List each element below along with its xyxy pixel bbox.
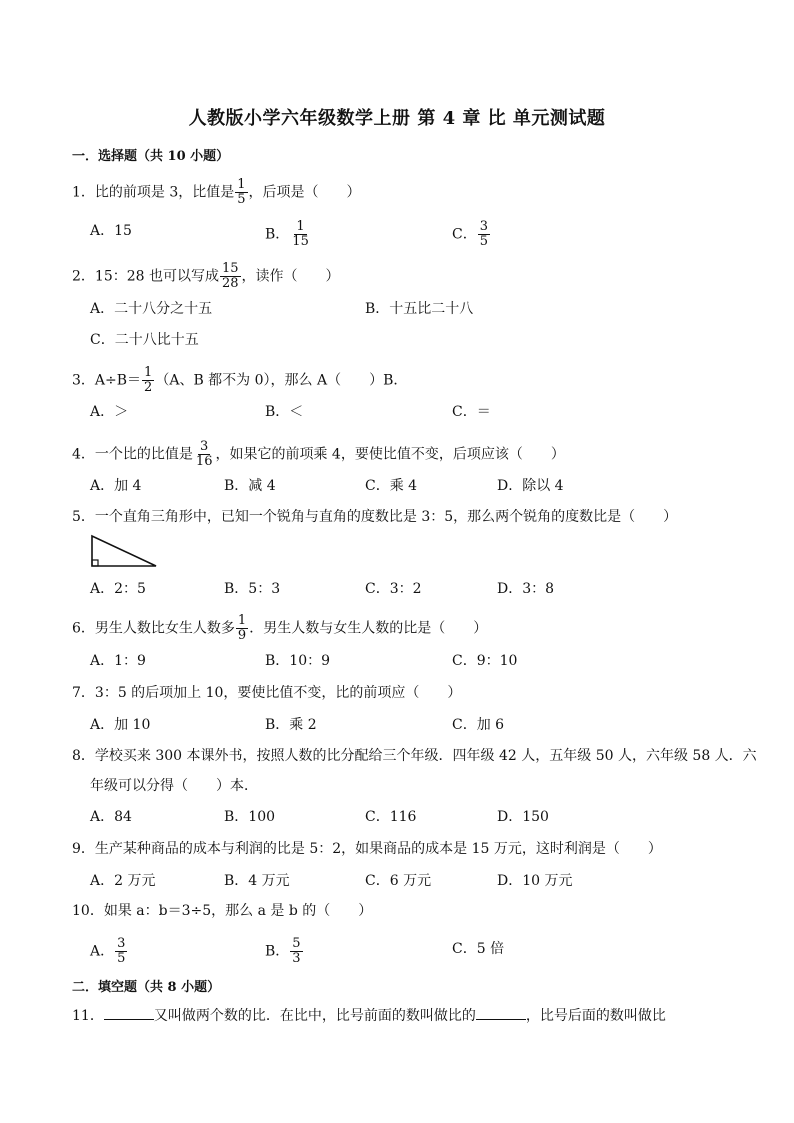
question-6-option-c[interactable]: C．9：10 [452,653,518,669]
question-5: 5．一个直角三角形中，已知一个锐角与直角的度数比是 3：5，那么两个锐角的度数比是（ ） [72,509,678,525]
question-6-fraction: $\frac{1}{9}$ [237,613,247,643]
question-6-option-a[interactable]: A．1：9 [90,653,146,669]
question-2-fraction: $\frac{15}{28}$ [222,261,239,291]
question-1-option-a[interactable]: A．15 [90,223,132,239]
question-3-option-b[interactable]: B．＜ [265,404,304,420]
page-title: 人教版小学六年级数学上册 第 4 章 比 单元测试题 [188,108,606,129]
question-4-option-c[interactable]: C．乘 4 [365,478,418,494]
question-4: 4．一个比的比值是 $\frac{3}{16}$ ，如果它的前项乘 4，要使比值不变，后项应该（ ） [72,439,565,469]
question-5-option-a[interactable]: A．2：5 [90,581,146,597]
question-9-option-d[interactable]: D．10 万元 [497,873,573,889]
question-10: 10．如果 a：b＝3÷5，那么 a 是 b 的（ ） [72,903,373,919]
question-1-option-b[interactable]: B． $\frac{1}{15}$ [265,219,309,249]
question-4-option-b[interactable]: B．减 4 [224,478,276,494]
section-heading-fill-in: 二．填空题（共 8 小题） [72,980,221,995]
question-10-option-b[interactable]: B． $\frac{5}{3}$ [265,936,301,966]
question-9: 9．生产某种商品的成本与利润的比是 5：2，如果商品的成本是 15 万元，这时利润是（ ） [72,841,662,857]
question-8-option-a[interactable]: A．84 [90,809,132,825]
question-5-option-c[interactable]: C．3：2 [365,581,422,597]
question-9-option-a[interactable]: A．2 万元 [90,873,156,889]
question-10-option-a[interactable]: A． $\frac{3}{5}$ [90,936,126,966]
answer-blank-1[interactable] [104,1005,154,1020]
question-11: 11． 又叫做两个数的比．在比中，比号前面的数叫做比的 ，比号后面的数叫做比 [72,1005,666,1026]
question-9-option-b[interactable]: B．4 万元 [224,873,290,889]
question-6-option-b[interactable]: B．10：9 [265,653,331,669]
right-triangle-figure [90,532,160,568]
question-2-option-a[interactable]: A．二十八分之十五 [90,301,213,317]
question-10-option-c[interactable]: C．5 倍 [452,941,505,957]
question-8-option-b[interactable]: B．100 [224,809,276,825]
question-6: 6．男生人数比女生人数多 $\frac{1}{9}$ ．男生人数与女生人数的比是（ ） [72,613,488,643]
question-8-option-c[interactable]: C．116 [365,809,417,825]
question-7-option-b[interactable]: B．乘 2 [265,717,317,733]
question-4-option-a[interactable]: A．加 4 [90,478,142,494]
question-8-line-1: 8．学校买来 300 本课外书，按照人数的比分配给三个年级．四年级 42 人，五年级 50 人，六年级 58 人．六 [72,748,757,764]
question-2-option-b[interactable]: B．十五比二十八 [365,301,474,317]
question-5-option-b[interactable]: B．5：3 [224,581,281,597]
question-5-option-d[interactable]: D．3：8 [497,581,555,597]
question-3-fraction: $\frac{1}{2}$ [144,365,153,395]
question-3-option-a[interactable]: A．＞ [90,404,129,420]
question-1-option-c[interactable]: C． $\frac{3}{5}$ [452,219,488,249]
question-7: 7．3：5 的后项加上 10，要使比值不变，比的前项应（ ） [72,685,462,701]
question-1-fraction: $\frac{1}{5}$ [237,177,246,207]
question-3-option-c[interactable]: C．＝ [452,404,491,420]
question-1 [72,178,361,207]
question-7-option-a[interactable]: A．加 10 [90,717,151,733]
question-2-option-c[interactable]: C．二十八比十五 [90,332,199,348]
question-1-text-b: ，后项是（ ） [248,184,361,201]
answer-blank-2[interactable] [476,1005,526,1020]
question-8-line-2: 年级可以分得（ ）本． [90,778,258,794]
question-4-option-d[interactable]: D．除以 4 [497,478,564,494]
question-4-fraction: $\frac{3}{16}$ [195,439,213,469]
question-9-option-c[interactable]: C．6 万元 [365,873,432,889]
question-1-text-a: 1．比的前项是 3，比值是 [72,184,235,201]
section-heading-choice: 一．选择题（共 10 小题） [72,149,230,164]
question-2: 2．15：28 也可以写成 $\frac{15}{28}$ ，读作（ ） [72,261,340,291]
question-8-option-d[interactable]: D．150 [497,809,549,825]
question-7-option-c[interactable]: C．加 6 [452,717,505,733]
question-3: 3．A÷B＝ $\frac{1}{2}$ （A、B 都不为 0），那么 A（ ）B． [72,365,408,395]
